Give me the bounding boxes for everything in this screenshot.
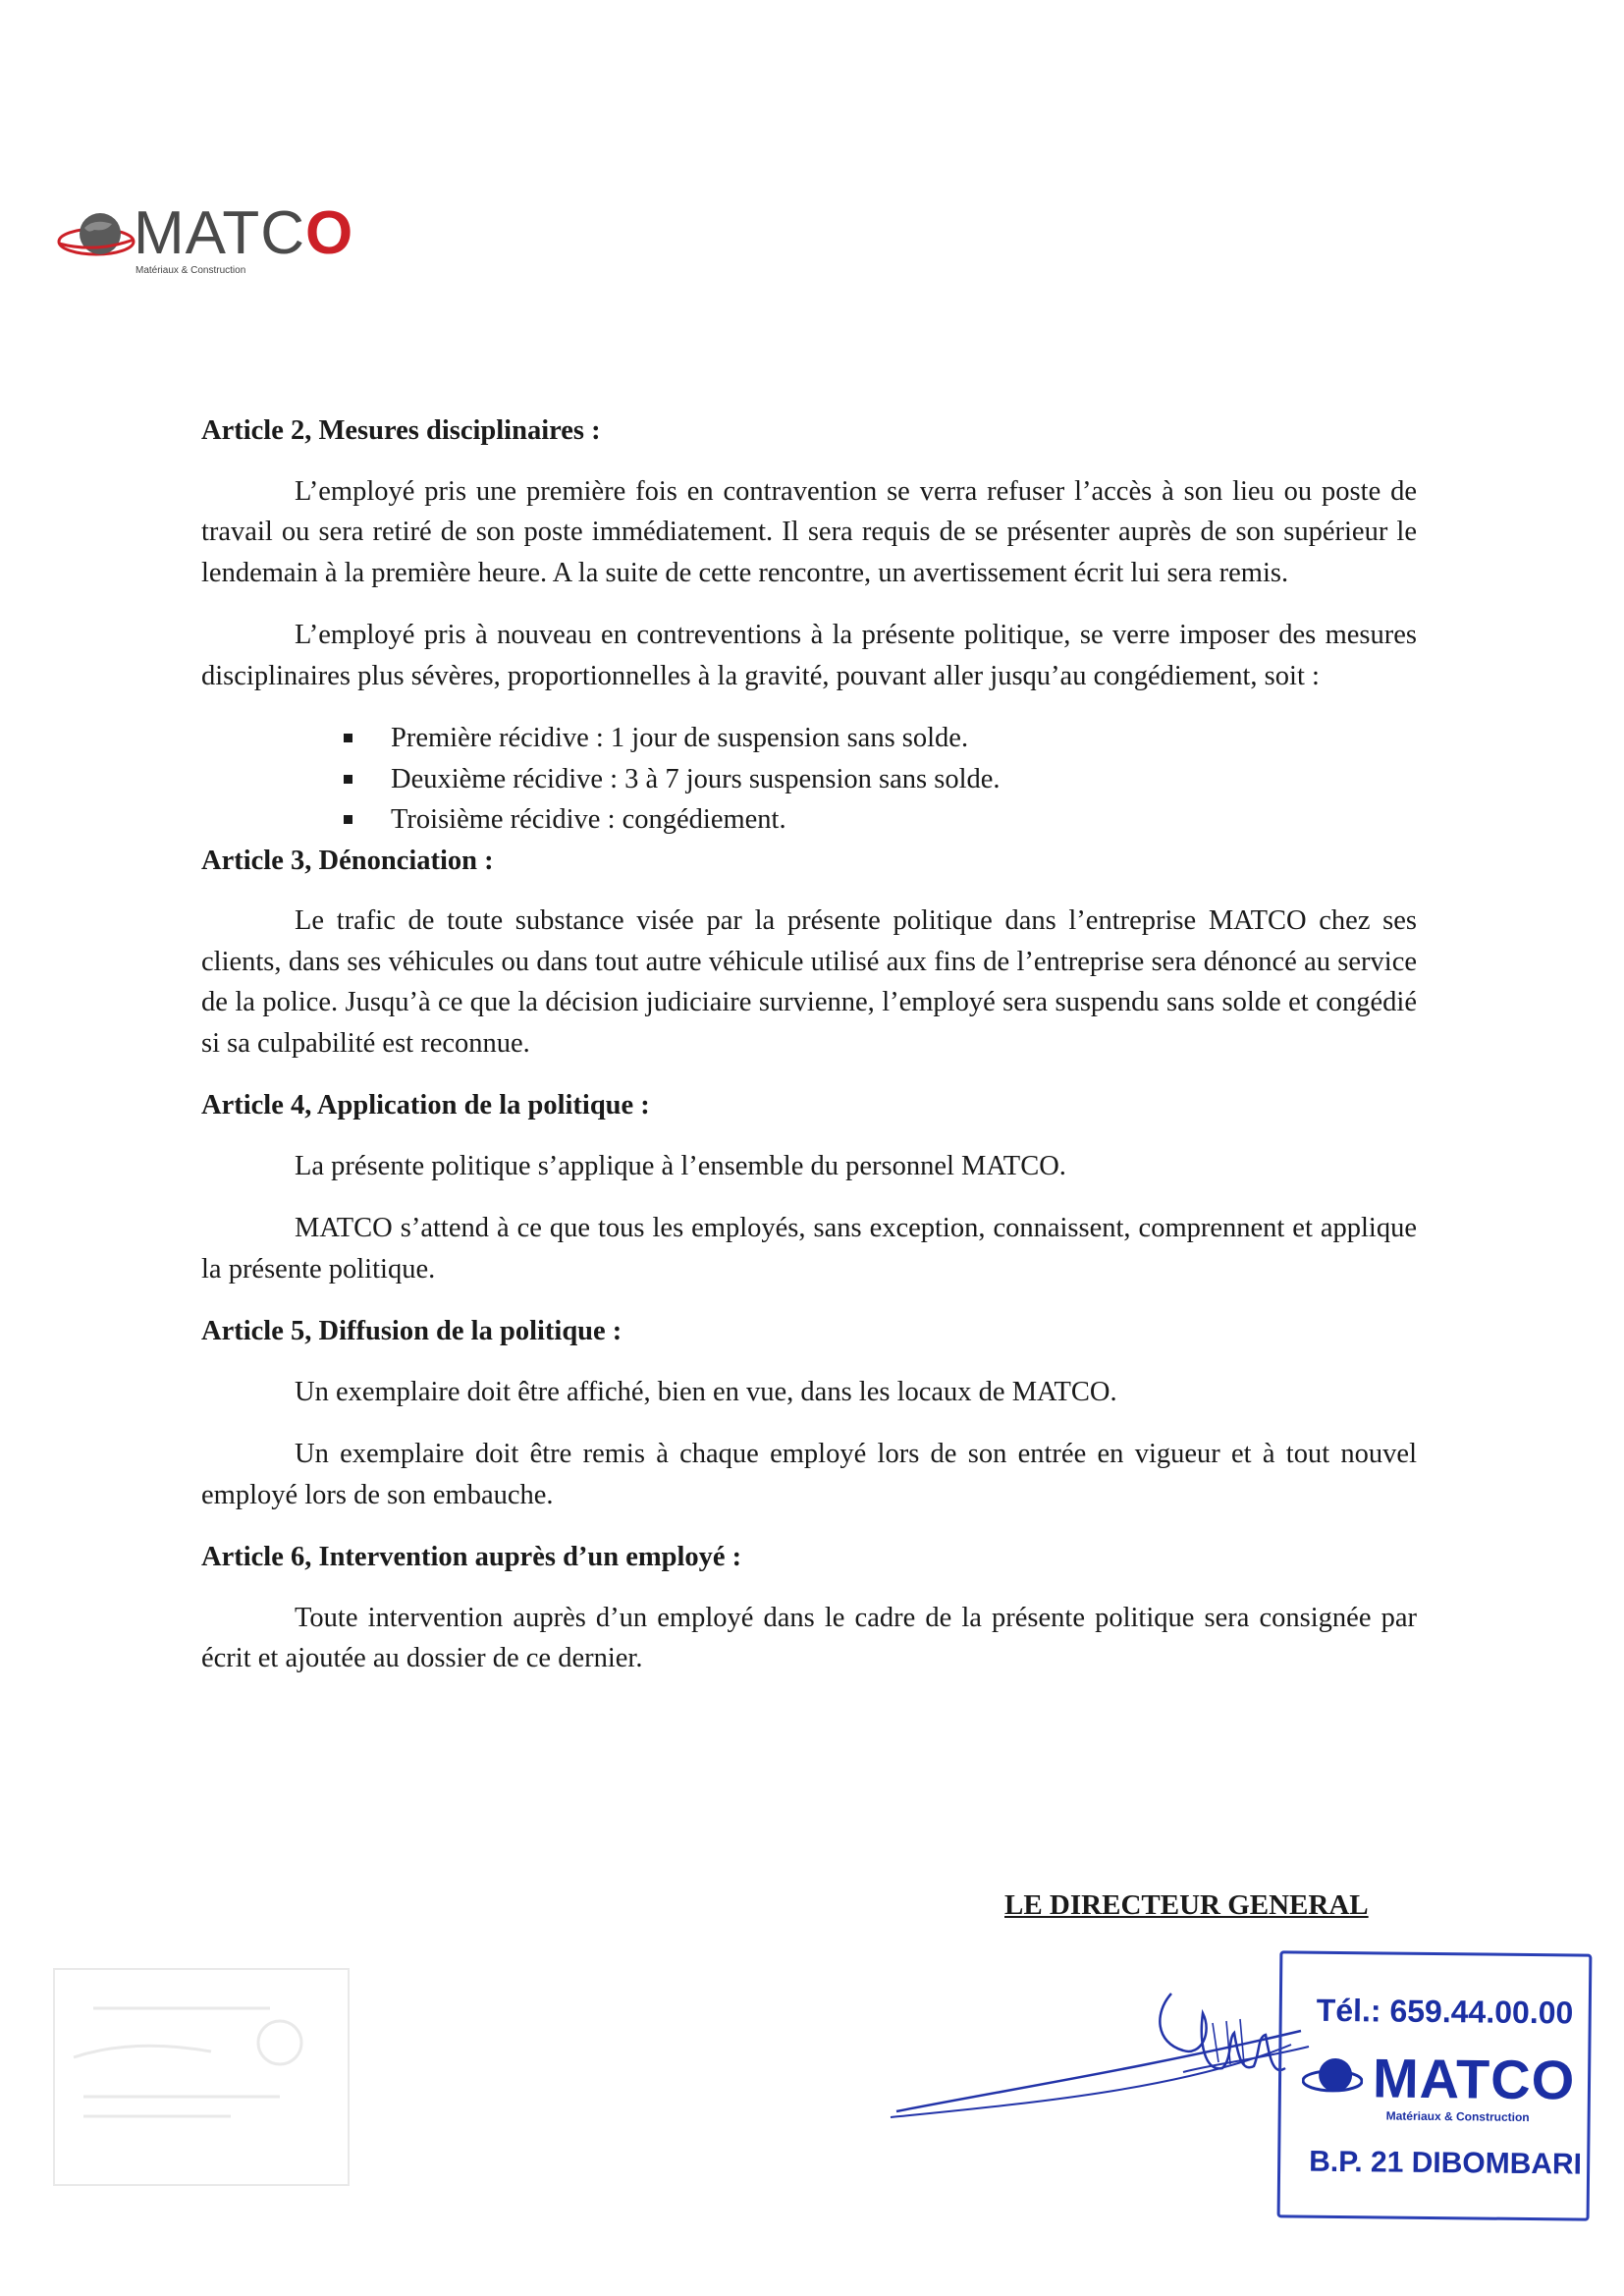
article-6-heading: Article 6, Intervention auprès d’un employé : [201, 1542, 742, 1572]
logo-tagline: Matériaux & Construction [135, 265, 246, 276]
article-4-paragraph-2: MATCO s’attend à ce que tous les employés, sans exception, connaissent, comprennent et applique la présente politique. [201, 1213, 1417, 1285]
article-5-heading: Article 5, Diffusion de la politique : [201, 1316, 623, 1346]
list-item: Deuxième récidive : 3 à 7 jours suspension sans solde. [344, 759, 1417, 800]
article-2-heading: Article 2, Mesures disciplinaires : [201, 415, 601, 446]
logo-wordmark-o: O [305, 199, 354, 267]
stamp-globe-icon [1302, 2051, 1364, 2107]
list-item: Troisième récidive : congédiement. [344, 799, 1417, 841]
company-stamp [1277, 1950, 1591, 2218]
logo-wordmark [134, 198, 353, 268]
stamp-tagline: Matériaux & Construction [1385, 2108, 1530, 2125]
list-item: Première récidive : 1 jour de suspension sans solde. [344, 718, 1417, 759]
article-3-heading: Article 3, Dénonciation : [201, 845, 494, 876]
article-6-paragraph-1: Toute intervention auprès d’un employé dans le cadre de la présente politique sera consignée par écrit et ajoutée au dossier de ce dernier. [201, 1602, 1417, 1673]
company-logo [57, 199, 354, 287]
article-4-paragraph-1: La présente politique s’applique à l’ensemble du personnel MATCO. [295, 1150, 1066, 1181]
article-5-paragraph-1: Un exemplaire doit être affiché, bien en vue, dans les locaux de MATCO. [295, 1376, 1117, 1407]
article-3-paragraph-1: Le trafic de toute substance visée par la présente politique dans l’entreprise MATCO chez ses clients, dans ses véhicules ou dans tout autre véhicule utilisé aux fins de l’entreprise sera dénoncé au service de la police. Jusqu’à ce que la décision judiciaire survienne, l’employé sera suspendu sans solde et congédié si sa culpabilité est reconnue. [201, 905, 1417, 1059]
signatory-title: LE DIRECTEUR GENERAL [1004, 1889, 1369, 1921]
sanctions-list [201, 718, 1417, 841]
globe-logo-icon [57, 204, 135, 273]
article-2-paragraph-1: L’employé pris une première fois en contravention se verra refuser l’accès à son lieu ou poste de travail ou sera retiré de son poste immédiatement. Il sera requis de se présenter auprès de son supérieur le lendemain à la première heure. A la suite de cette rencontre, un avertissement écrit lui sera remis. [201, 475, 1417, 588]
article-4-heading: Article 4, Application de la politique : [201, 1090, 650, 1121]
document-body [201, 410, 1417, 1679]
faint-stamp-impression [44, 1949, 368, 2205]
article-2-paragraph-2: L’employé pris à nouveau en contreventions à la présente politique, se verre imposer des mesures disciplinaires plus sévères, proportionnelles à la gravité, pouvant aller jusqu’au congédiement, soit : [201, 620, 1417, 691]
article-5-paragraph-2: Un exemplaire doit être remis à chaque employé lors de son entrée en vigueur et à tout nouvel employé lors de son embauche. [201, 1439, 1417, 1510]
stamp-address: B.P. 21 DIBOMBARI [1309, 2145, 1583, 2181]
logo-wordmark-main: MATC [134, 199, 306, 267]
handwritten-signature [889, 1974, 1311, 2190]
stamp-phone: Tél.: 659.44.00.00 [1316, 1992, 1574, 2031]
stamp-company-name: MATCO [1372, 2047, 1576, 2111]
